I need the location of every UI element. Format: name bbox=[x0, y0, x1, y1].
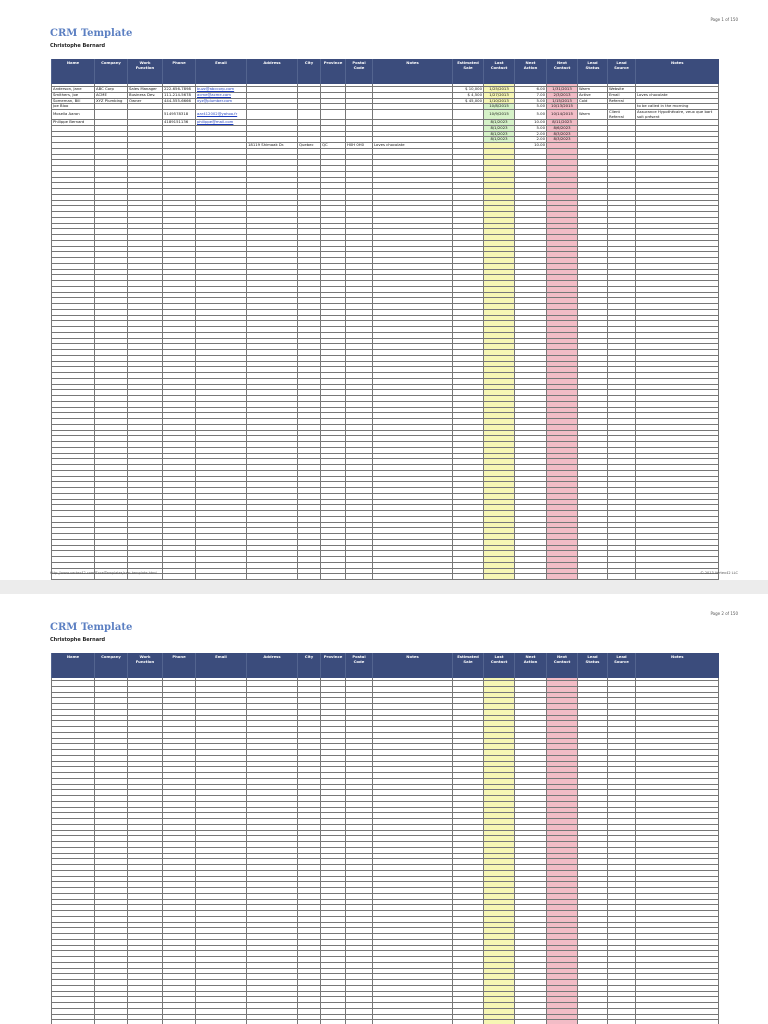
table-cell[interactable] bbox=[95, 1020, 128, 1024]
column-header: Address bbox=[247, 653, 298, 678]
table-cell[interactable]: 5.00 bbox=[515, 104, 547, 110]
table-cell[interactable]: 2.00 bbox=[515, 131, 547, 137]
table-cell[interactable] bbox=[247, 110, 298, 120]
table-cell[interactable]: 10/8/2015 bbox=[484, 104, 515, 110]
table-cell[interactable]: 2.00 bbox=[515, 137, 547, 143]
table-cell[interactable] bbox=[346, 110, 373, 120]
table-cell[interactable]: 1/25/2013 bbox=[484, 87, 515, 93]
column-header: Work Function bbox=[128, 59, 163, 84]
page-title: CRM Template bbox=[50, 622, 133, 633]
table-cell[interactable] bbox=[346, 1020, 373, 1024]
table-cell[interactable]: 222-656-7898 bbox=[163, 87, 196, 93]
column-header: Next Action bbox=[515, 653, 547, 678]
table-cell[interactable]: 111-214-5678 bbox=[163, 92, 196, 98]
table-cell[interactable] bbox=[515, 1020, 547, 1024]
column-header: Lead Status bbox=[578, 653, 608, 678]
column-header: Name bbox=[52, 653, 95, 678]
column-header: Next Contact bbox=[547, 653, 578, 678]
footer-url[interactable]: http://www.vertex42.com/ExcelTemplates/crm-template.html bbox=[50, 571, 157, 575]
column-header: Notes bbox=[636, 59, 719, 84]
table-cell[interactable]: 1/15/2013 bbox=[547, 98, 578, 104]
table-cell[interactable]: 8/6/2023 bbox=[547, 125, 578, 131]
table-cell[interactable]: Mosella Aaron bbox=[52, 110, 95, 120]
table-cell[interactable]: Loves chocolate bbox=[636, 92, 719, 98]
column-header: Notes bbox=[373, 653, 453, 678]
table-cell[interactable]: $ 10,000 bbox=[453, 87, 484, 93]
column-header: Email bbox=[196, 653, 247, 678]
table-row bbox=[52, 110, 719, 120]
email-link[interactable]: philippe@mail.com bbox=[197, 119, 234, 124]
header-row bbox=[52, 59, 719, 84]
table-cell[interactable]: Active bbox=[578, 92, 608, 98]
column-header: Province bbox=[321, 653, 346, 678]
table-cell[interactable]: QC bbox=[321, 143, 346, 149]
table-cell[interactable] bbox=[578, 1020, 608, 1024]
table-cell[interactable] bbox=[196, 1020, 247, 1024]
email-link[interactable]: buzz@abccorp.com bbox=[197, 86, 235, 91]
table-cell[interactable] bbox=[373, 110, 453, 120]
column-header: Company bbox=[95, 59, 128, 84]
table-cell[interactable] bbox=[298, 1020, 321, 1024]
column-header: Postal Code bbox=[346, 59, 373, 84]
table-cell[interactable]: 1/31/2013 bbox=[547, 87, 578, 93]
table-cell[interactable]: 10.00 bbox=[515, 143, 547, 149]
table-cell[interactable]: 10.00 bbox=[515, 120, 547, 126]
table-cell[interactable]: to be called in the morning bbox=[636, 104, 719, 110]
column-header: Phone bbox=[163, 653, 196, 678]
column-header: Estimated Sale bbox=[453, 653, 484, 678]
column-header: Province bbox=[321, 59, 346, 84]
column-header: Email bbox=[196, 59, 247, 84]
table-cell[interactable]: 2/3/2013 bbox=[547, 92, 578, 98]
table-cell[interactable]: Philippe Bernard bbox=[52, 120, 95, 126]
column-header: Last Contact bbox=[484, 59, 515, 84]
table-cell[interactable] bbox=[247, 1020, 298, 1024]
table-cell[interactable]: XYZ Plumbing bbox=[95, 98, 128, 104]
table-cell[interactable] bbox=[163, 1020, 196, 1024]
column-header: Postal Code bbox=[346, 653, 373, 678]
table-cell[interactable]: 10/14/2015 bbox=[547, 110, 578, 120]
page-subtitle: Christophe Bernard bbox=[50, 43, 106, 49]
table-cell[interactable]: 8/11/2023 bbox=[547, 120, 578, 126]
table-cell[interactable]: 444-555-6666 bbox=[163, 98, 196, 104]
column-header: Notes bbox=[636, 653, 719, 678]
table-cell[interactable]: H0H 0H0 bbox=[346, 143, 373, 149]
table-cell[interactable]: 8/3/2023 bbox=[547, 131, 578, 137]
column-header: Work Function bbox=[128, 653, 163, 678]
table-cell[interactable] bbox=[321, 1020, 346, 1024]
crm-table bbox=[51, 59, 719, 580]
table-cell[interactable]: Smithers, Joe bbox=[52, 92, 95, 98]
column-header: Phone bbox=[163, 59, 196, 84]
table-cell[interactable] bbox=[128, 1020, 163, 1024]
column-header: Estimated Sale bbox=[453, 59, 484, 84]
table-cell[interactable]: Referral bbox=[608, 98, 636, 104]
table-cell[interactable] bbox=[52, 1020, 95, 1024]
table-cell[interactable]: Quebec bbox=[298, 143, 321, 149]
table-cell[interactable]: Warm bbox=[578, 110, 608, 120]
table-cell[interactable] bbox=[453, 110, 484, 120]
table-cell[interactable]: 6.00 bbox=[515, 87, 547, 93]
column-header: Next Action bbox=[515, 59, 547, 84]
table-cell[interactable]: 18119 Shimoak Dr. bbox=[247, 143, 298, 149]
table-cell[interactable]: 4189151136 bbox=[163, 120, 196, 126]
table-cell[interactable]: 10/13/2015 bbox=[547, 104, 578, 110]
table-cell[interactable]: Assurance Hypothécaire, veux que bart soit présent bbox=[636, 110, 719, 120]
table-cell[interactable]: 8/1/2023 bbox=[484, 120, 515, 126]
column-header: Company bbox=[95, 653, 128, 678]
table-cell[interactable]: Client Referral bbox=[608, 110, 636, 120]
column-header: Name bbox=[52, 59, 95, 84]
table-cell[interactable]: Joe Bloo bbox=[52, 104, 95, 110]
table-cell[interactable]: 8/1/2023 bbox=[484, 125, 515, 131]
table-cell[interactable]: Anderson, Jane bbox=[52, 87, 95, 93]
table-cell[interactable]: $ 45,000 bbox=[453, 98, 484, 104]
header-row bbox=[52, 653, 719, 678]
column-header: Last Contact bbox=[484, 653, 515, 678]
email-link[interactable]: acme@acme.com bbox=[197, 92, 232, 97]
table-row bbox=[52, 1020, 719, 1024]
table-cell[interactable]: Email bbox=[608, 92, 636, 98]
column-header: Notes bbox=[373, 59, 453, 84]
table-cell[interactable] bbox=[453, 1020, 484, 1024]
column-header: Next Contact bbox=[547, 59, 578, 84]
table-cell[interactable]: 8/3/2023 bbox=[547, 137, 578, 143]
table-cell[interactable]: Sales Manager bbox=[128, 87, 163, 93]
crm-table bbox=[51, 653, 719, 1024]
table-cell[interactable] bbox=[128, 110, 163, 120]
column-header: Address bbox=[247, 59, 298, 84]
table-cell[interactable]: Owner bbox=[128, 98, 163, 104]
table-cell[interactable] bbox=[636, 1020, 719, 1024]
page-separator bbox=[0, 580, 768, 594]
footer-copyright: © 2013 Vertex42 LLC bbox=[700, 571, 738, 575]
table-cell[interactable]: ACME bbox=[95, 92, 128, 98]
column-header: City bbox=[298, 653, 321, 678]
table-cell[interactable]: 5.00 bbox=[515, 98, 547, 104]
table-cell[interactable] bbox=[373, 1020, 453, 1024]
table-cell[interactable] bbox=[321, 110, 346, 120]
table-cell[interactable]: 5.00 bbox=[515, 110, 547, 120]
page-number: Page 1 of 150 bbox=[710, 17, 738, 22]
email-link[interactable]: xyz@plumber.com bbox=[197, 98, 233, 103]
table-cell[interactable]: 1/27/2013 bbox=[484, 92, 515, 98]
column-header: City bbox=[298, 59, 321, 84]
table-cell[interactable] bbox=[298, 110, 321, 120]
table-cell[interactable]: 5149578318 bbox=[163, 110, 196, 120]
page-number: Page 2 of 150 bbox=[710, 611, 738, 616]
page-subtitle: Christophe Bernard bbox=[50, 637, 106, 643]
table-cell[interactable]: 8/1/2023 bbox=[484, 131, 515, 137]
table-cell[interactable]: Someman, Bill bbox=[52, 98, 95, 104]
table-cell[interactable]: 7.00 bbox=[515, 92, 547, 98]
table-cell[interactable]: 1/10/2013 bbox=[484, 98, 515, 104]
table-cell[interactable] bbox=[196, 110, 247, 120]
table-cell[interactable]: ABC Corp bbox=[95, 87, 128, 93]
column-header: Lead Status bbox=[578, 59, 608, 84]
table-cell[interactable]: Warm bbox=[578, 87, 608, 93]
table-cell[interactable]: Loves chocolate bbox=[373, 143, 453, 149]
table-cell[interactable]: $ 4,500 bbox=[453, 92, 484, 98]
column-header: Lead Source bbox=[608, 59, 636, 84]
page-title: CRM Template bbox=[50, 28, 133, 39]
table-cell[interactable] bbox=[484, 1020, 515, 1024]
table-cell[interactable]: Cold bbox=[578, 98, 608, 104]
table-cell[interactable]: 8/1/2023 bbox=[484, 137, 515, 143]
table-cell[interactable] bbox=[547, 1020, 578, 1024]
table-cell[interactable]: Website bbox=[608, 87, 636, 93]
column-header: Lead Source bbox=[608, 653, 636, 678]
table-cell[interactable] bbox=[95, 110, 128, 120]
table-cell[interactable]: 5.00 bbox=[515, 125, 547, 131]
table-cell[interactable] bbox=[608, 1020, 636, 1024]
page-2 bbox=[0, 594, 768, 1024]
table-cell[interactable]: 10/9/2015 bbox=[484, 110, 515, 120]
table-cell[interactable]: Business Dev. bbox=[128, 92, 163, 98]
email-link[interactable]: aar412002@yahoo.fr bbox=[197, 111, 238, 117]
